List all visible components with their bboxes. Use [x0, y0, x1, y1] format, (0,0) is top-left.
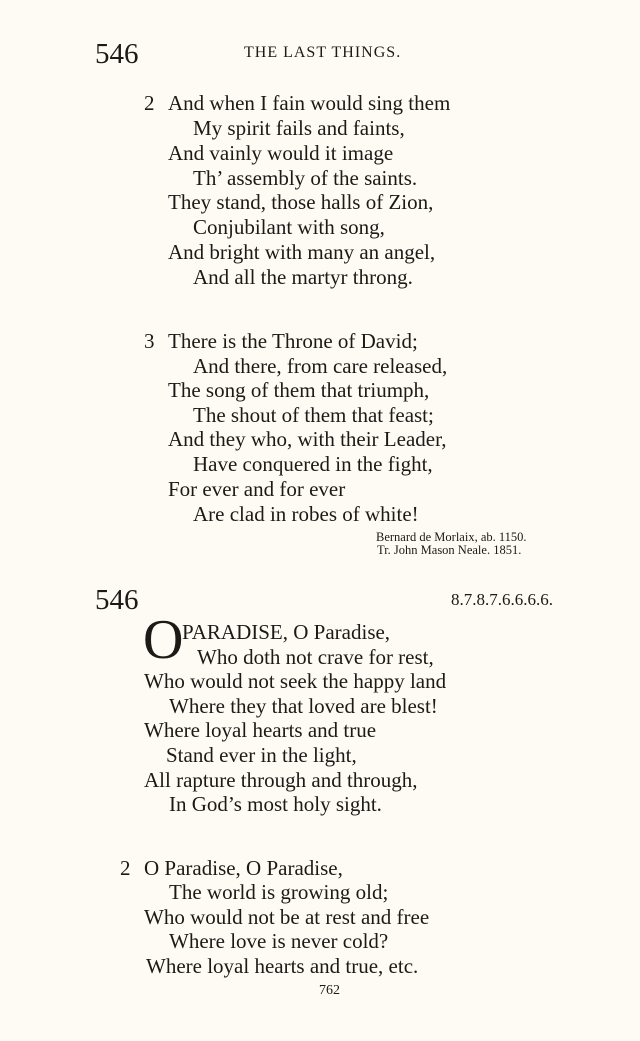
verse-line: Stand ever in the light,: [166, 743, 357, 767]
verse-line: There is the Throne of David;: [168, 329, 418, 353]
verse-line: Where love is never cold?: [169, 929, 389, 953]
verse-line: Conjubilant with song,: [193, 215, 385, 239]
verse-line: Th’ assembly of the saints.: [193, 166, 418, 190]
hymn-number: 546: [95, 584, 139, 616]
verse-line: Where loyal hearts and true, etc.: [146, 954, 419, 978]
verse-line: All rapture through and through,: [144, 768, 418, 792]
footer-page-number: 762: [319, 983, 340, 998]
verse-line: O Paradise, O Paradise,: [144, 856, 343, 880]
verse-number: 2: [120, 856, 131, 880]
verse-line: And all the martyr throng.: [193, 265, 413, 289]
running-title: THE LAST THINGS.: [244, 44, 402, 61]
verse-line: In God’s most holy sight.: [169, 792, 382, 816]
verse-line: And there, from care released,: [193, 354, 448, 378]
translator-credit: Tr. John Mason Neale. 1851.: [377, 543, 522, 557]
verse-line: And vainly would it image: [168, 141, 394, 165]
verse-line: Have conquered in the fight,: [193, 452, 433, 476]
verse-line: PARADISE, O Paradise,: [182, 620, 391, 644]
verse-line: My spirit fails and faints,: [193, 116, 405, 140]
verse-number: 3: [144, 329, 155, 353]
verse-line: Where they that loved are blest!: [169, 694, 438, 718]
verse-number: 2: [144, 91, 155, 115]
verse-line: They stand, those halls of Zion,: [168, 190, 434, 214]
drop-cap: O: [143, 609, 184, 671]
verse-line: Who would not seek the happy land: [144, 669, 447, 693]
author-credit: Bernard de Morlaix, ab. 1150.: [376, 530, 527, 544]
hymn-meter: 8.7.8.7.6.6.6.6.: [451, 590, 553, 609]
verse-line: The song of them that triumph,: [168, 378, 430, 402]
verse-line: Where loyal hearts and true: [144, 718, 377, 742]
verse-line: Are clad in robes of white!: [193, 502, 419, 526]
verse-line: Who would not be at rest and free: [144, 905, 430, 929]
verse-line: And bright with many an angel,: [168, 240, 436, 264]
verse-line: The world is growing old;: [169, 880, 389, 904]
verse-line: And when I fain would sing them: [168, 91, 451, 115]
verse-line: Who doth not crave for rest,: [197, 645, 434, 669]
verse-line: For ever and for ever: [168, 477, 346, 501]
page-number: 546: [95, 38, 139, 70]
verse-line: And they who, with their Leader,: [168, 427, 447, 451]
verse-line: The shout of them that feast;: [193, 403, 434, 427]
